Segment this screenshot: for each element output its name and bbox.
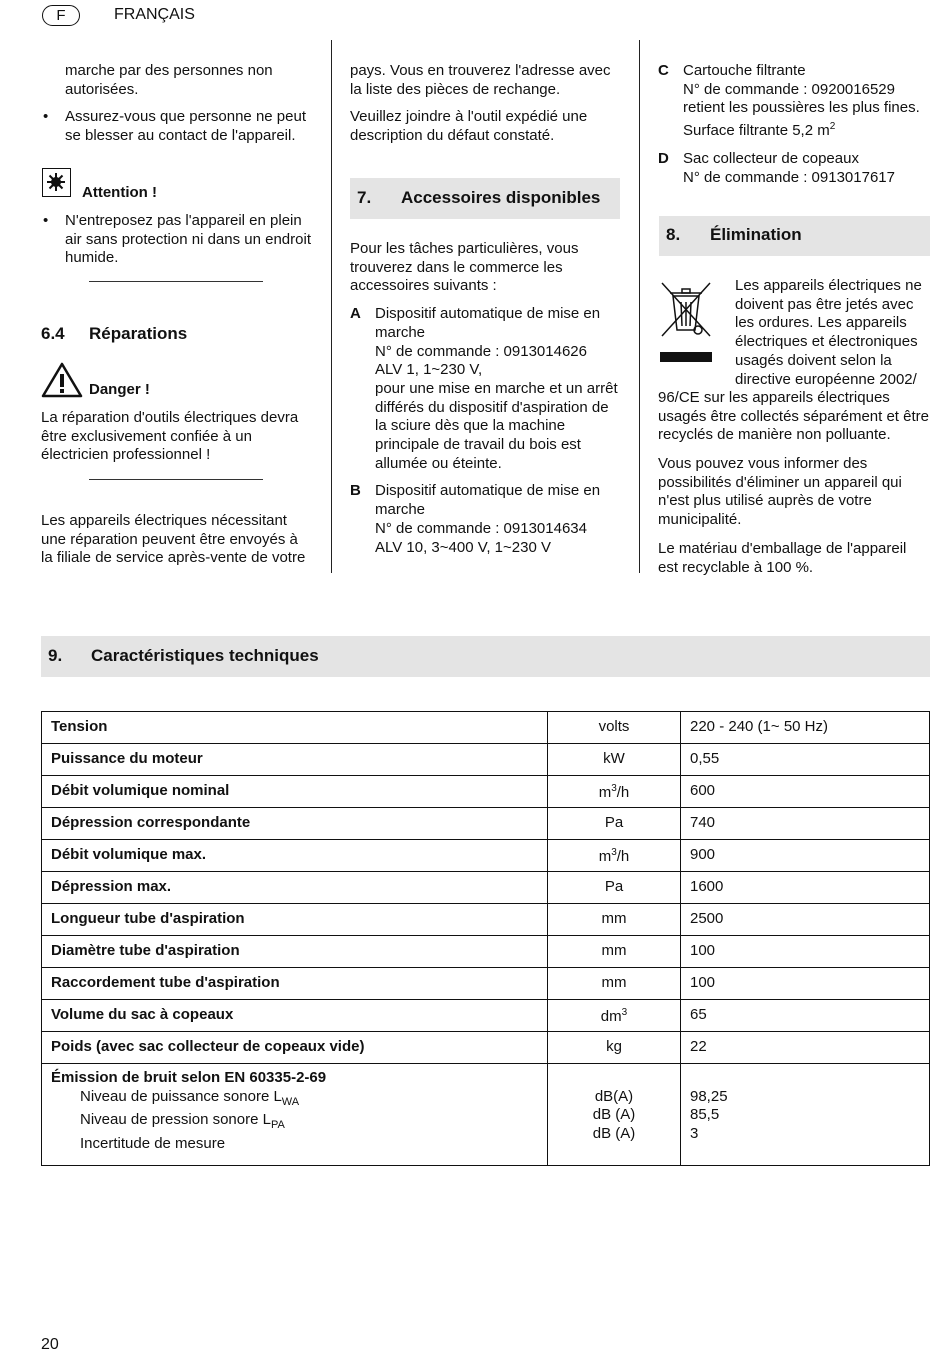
- spec-label: Dépression max.: [42, 872, 548, 904]
- item-key: D: [658, 149, 669, 167]
- table-row: [42, 1064, 930, 1166]
- item-key: A: [350, 305, 361, 323]
- spec-value: 100: [681, 936, 930, 968]
- accessory-item: [658, 150, 930, 187]
- spec-label: Émission de bruit selon EN 60335-2-69 Niveau de puissance sonore $L_{WA}$ Niveau de pression sonore $L_{PA}$ Incertitude de mesure: [42, 1064, 548, 1166]
- bullet-item: • Assurez-vous que personne ne peut se blesser au contact de l'appareil.: [41, 108, 311, 145]
- spec-unit: kW: [548, 744, 681, 776]
- table-row: [42, 744, 930, 776]
- attention-icon: [42, 168, 71, 197]
- spec-value: 100: [681, 968, 930, 1000]
- section-number: 8.: [666, 225, 681, 244]
- table-row: [42, 936, 930, 968]
- item-line: pour une mise en marche et un arrêt différés du dispositif d'aspiration de la sciure dès que la machine principale de travail du bois est allumée ou éteinte.: [375, 379, 618, 472]
- spec-label: Puissance du moteur: [42, 744, 548, 776]
- attention-label: Attention !: [82, 184, 157, 201]
- item-line: ALV 10, 3~400 V, 1~230 V: [375, 538, 551, 556]
- spec-unit: mm: [548, 936, 681, 968]
- paragraph: Les appareils électriques ne doivent pas être jetés avec les ordures. Les appareils électriques et électroniques usagés doivent selon la directive européenne 2002/: [735, 277, 922, 388]
- paragraph: pays. Vous en trouverez l'adresse avec la liste des pièces de rechange.: [350, 62, 611, 98]
- paragraph: Le matériau d'emballage de l'appareil est recyclable à 100 %.: [658, 540, 907, 576]
- spec-unit: $m^3/h$: [548, 776, 681, 808]
- accessory-item: [658, 62, 930, 141]
- divider: [89, 281, 263, 282]
- section-title: Élimination: [710, 225, 802, 244]
- paragraph: Vous pouvez vous informer des possibilités d'éliminer un appareil qui n'est plus utilisé auprès de votre municipalité.: [658, 455, 902, 529]
- spec-value: 2500: [681, 904, 930, 936]
- section-header-7: [350, 178, 620, 219]
- item-line: Sac collecteur de copeaux: [683, 149, 859, 167]
- spec-unit: volts: [548, 712, 681, 744]
- page-number: 20: [41, 1336, 59, 1353]
- spec-value: 600: [681, 776, 930, 808]
- divider: [89, 479, 263, 480]
- section-header-9: [41, 636, 930, 677]
- item-line: Dispositif automatique de mise en marche: [375, 482, 601, 519]
- table-row: [42, 840, 930, 872]
- spec-value: 740: [681, 808, 930, 840]
- spec-unit: mm: [548, 968, 681, 1000]
- spec-label: Diamètre tube d'aspiration: [42, 936, 548, 968]
- specs-table: [41, 711, 930, 1166]
- spec-label: Débit volumique max.: [42, 840, 548, 872]
- spec-unit: $m^3/h$: [548, 840, 681, 872]
- danger-label: Danger !: [89, 381, 150, 398]
- crossed-bin-icon: [658, 280, 714, 372]
- section-title: Accessoires disponibles: [401, 188, 601, 207]
- item-line: N° de commande : 0913017617: [683, 168, 895, 186]
- paragraph: Les appareils électriques nécessitant une réparation peuvent être envoyés à la filiale de service après-vente de votre: [41, 512, 306, 567]
- column-divider: [331, 40, 332, 573]
- spec-label: Longueur tube d'aspiration: [42, 904, 548, 936]
- spec-value: 1600: [681, 872, 930, 904]
- item-line: Dispositif automatique de mise en marche: [375, 305, 601, 341]
- spec-value: 0,55: [681, 744, 930, 776]
- spec-label: Raccordement tube d'aspiration: [42, 968, 548, 1000]
- spec-label: Dépression correspondante: [42, 808, 548, 840]
- item-line: ALV 1, 1~230 V,: [375, 361, 483, 379]
- spec-label: Volume du sac à copeaux: [42, 1000, 548, 1032]
- bullet-item: • N'entreposez pas l'appareil en plein air sans protection ni dans un endroit humide.: [41, 212, 316, 268]
- spec-unit: mm: [548, 904, 681, 936]
- spec-value: 65: [681, 1000, 930, 1032]
- table-row: [42, 872, 930, 904]
- paragraph: La réparation d'outils électriques devra être exclusivement confiée à un électricien professionnel !: [41, 409, 299, 464]
- item-key: C: [658, 62, 669, 79]
- language-badge: F: [42, 5, 80, 26]
- section-title: Caractéristiques techniques: [91, 646, 319, 665]
- table-row: [42, 712, 930, 744]
- spec-unit: kg: [548, 1032, 681, 1064]
- item-line: N° de commande : 0920016529: [683, 80, 895, 98]
- table-row: [42, 808, 930, 840]
- spec-unit: dB(A) dB (A) dB (A): [548, 1064, 681, 1166]
- item-line: N° de commande : 0913014634: [375, 519, 587, 537]
- spec-label: Poids (avec sac collecteur de copeaux vide): [42, 1032, 548, 1064]
- section-title: Réparations: [89, 324, 188, 343]
- spec-unit: Pa: [548, 872, 681, 904]
- paragraph: 96/CE sur les appareils électriques usagés être collectés séparément et être recyclés de manière non polluante.: [658, 389, 929, 444]
- item-key: B: [350, 482, 361, 500]
- accessory-item: [350, 305, 622, 473]
- table-row: [42, 1032, 930, 1064]
- item-line: N° de commande : 0913014626: [375, 342, 587, 360]
- section-number: 9.: [48, 646, 63, 665]
- spec-unit: Pa: [548, 808, 681, 840]
- column-divider: [639, 40, 640, 573]
- section-number: 7.: [357, 188, 372, 207]
- spec-value: 220 - 240 (1~ 50 Hz): [681, 712, 930, 744]
- spec-value: 900: [681, 840, 930, 872]
- spec-value: 22: [681, 1032, 930, 1064]
- table-row: [42, 904, 930, 936]
- table-row: [42, 776, 930, 808]
- table-row: [42, 1000, 930, 1032]
- column-middle: [350, 62, 622, 146]
- spec-label: Tension: [42, 712, 548, 744]
- item-line: Surface filtrante 5,2 $m^2$: [683, 121, 836, 140]
- table-row: [42, 968, 930, 1000]
- accessories-list: [350, 240, 622, 566]
- paragraph: marche par des personnes non autorisées.: [65, 62, 273, 98]
- item-line: Cartouche filtrante: [683, 62, 806, 79]
- paragraph: Pour les tâches particulières, vous trouverez dans le commerce les accessoires suivants :: [350, 240, 579, 295]
- spec-label: Débit volumique nominal: [42, 776, 548, 808]
- accessory-item: [350, 482, 622, 557]
- spec-value: 98,25 85,5 3: [681, 1064, 930, 1166]
- item-line: retient les poussières les plus fines.: [683, 99, 920, 117]
- spec-unit: $dm^3$: [548, 1000, 681, 1032]
- paragraph: Veuillez joindre à l'outil expédié une description du défaut constaté.: [350, 108, 588, 145]
- danger-icon: [41, 362, 83, 404]
- column-right: [658, 62, 930, 196]
- language-label: FRANÇAIS: [114, 6, 195, 23]
- section-number: 6.4: [41, 324, 65, 343]
- column-left: [41, 62, 311, 146]
- section-header-8: [659, 216, 930, 256]
